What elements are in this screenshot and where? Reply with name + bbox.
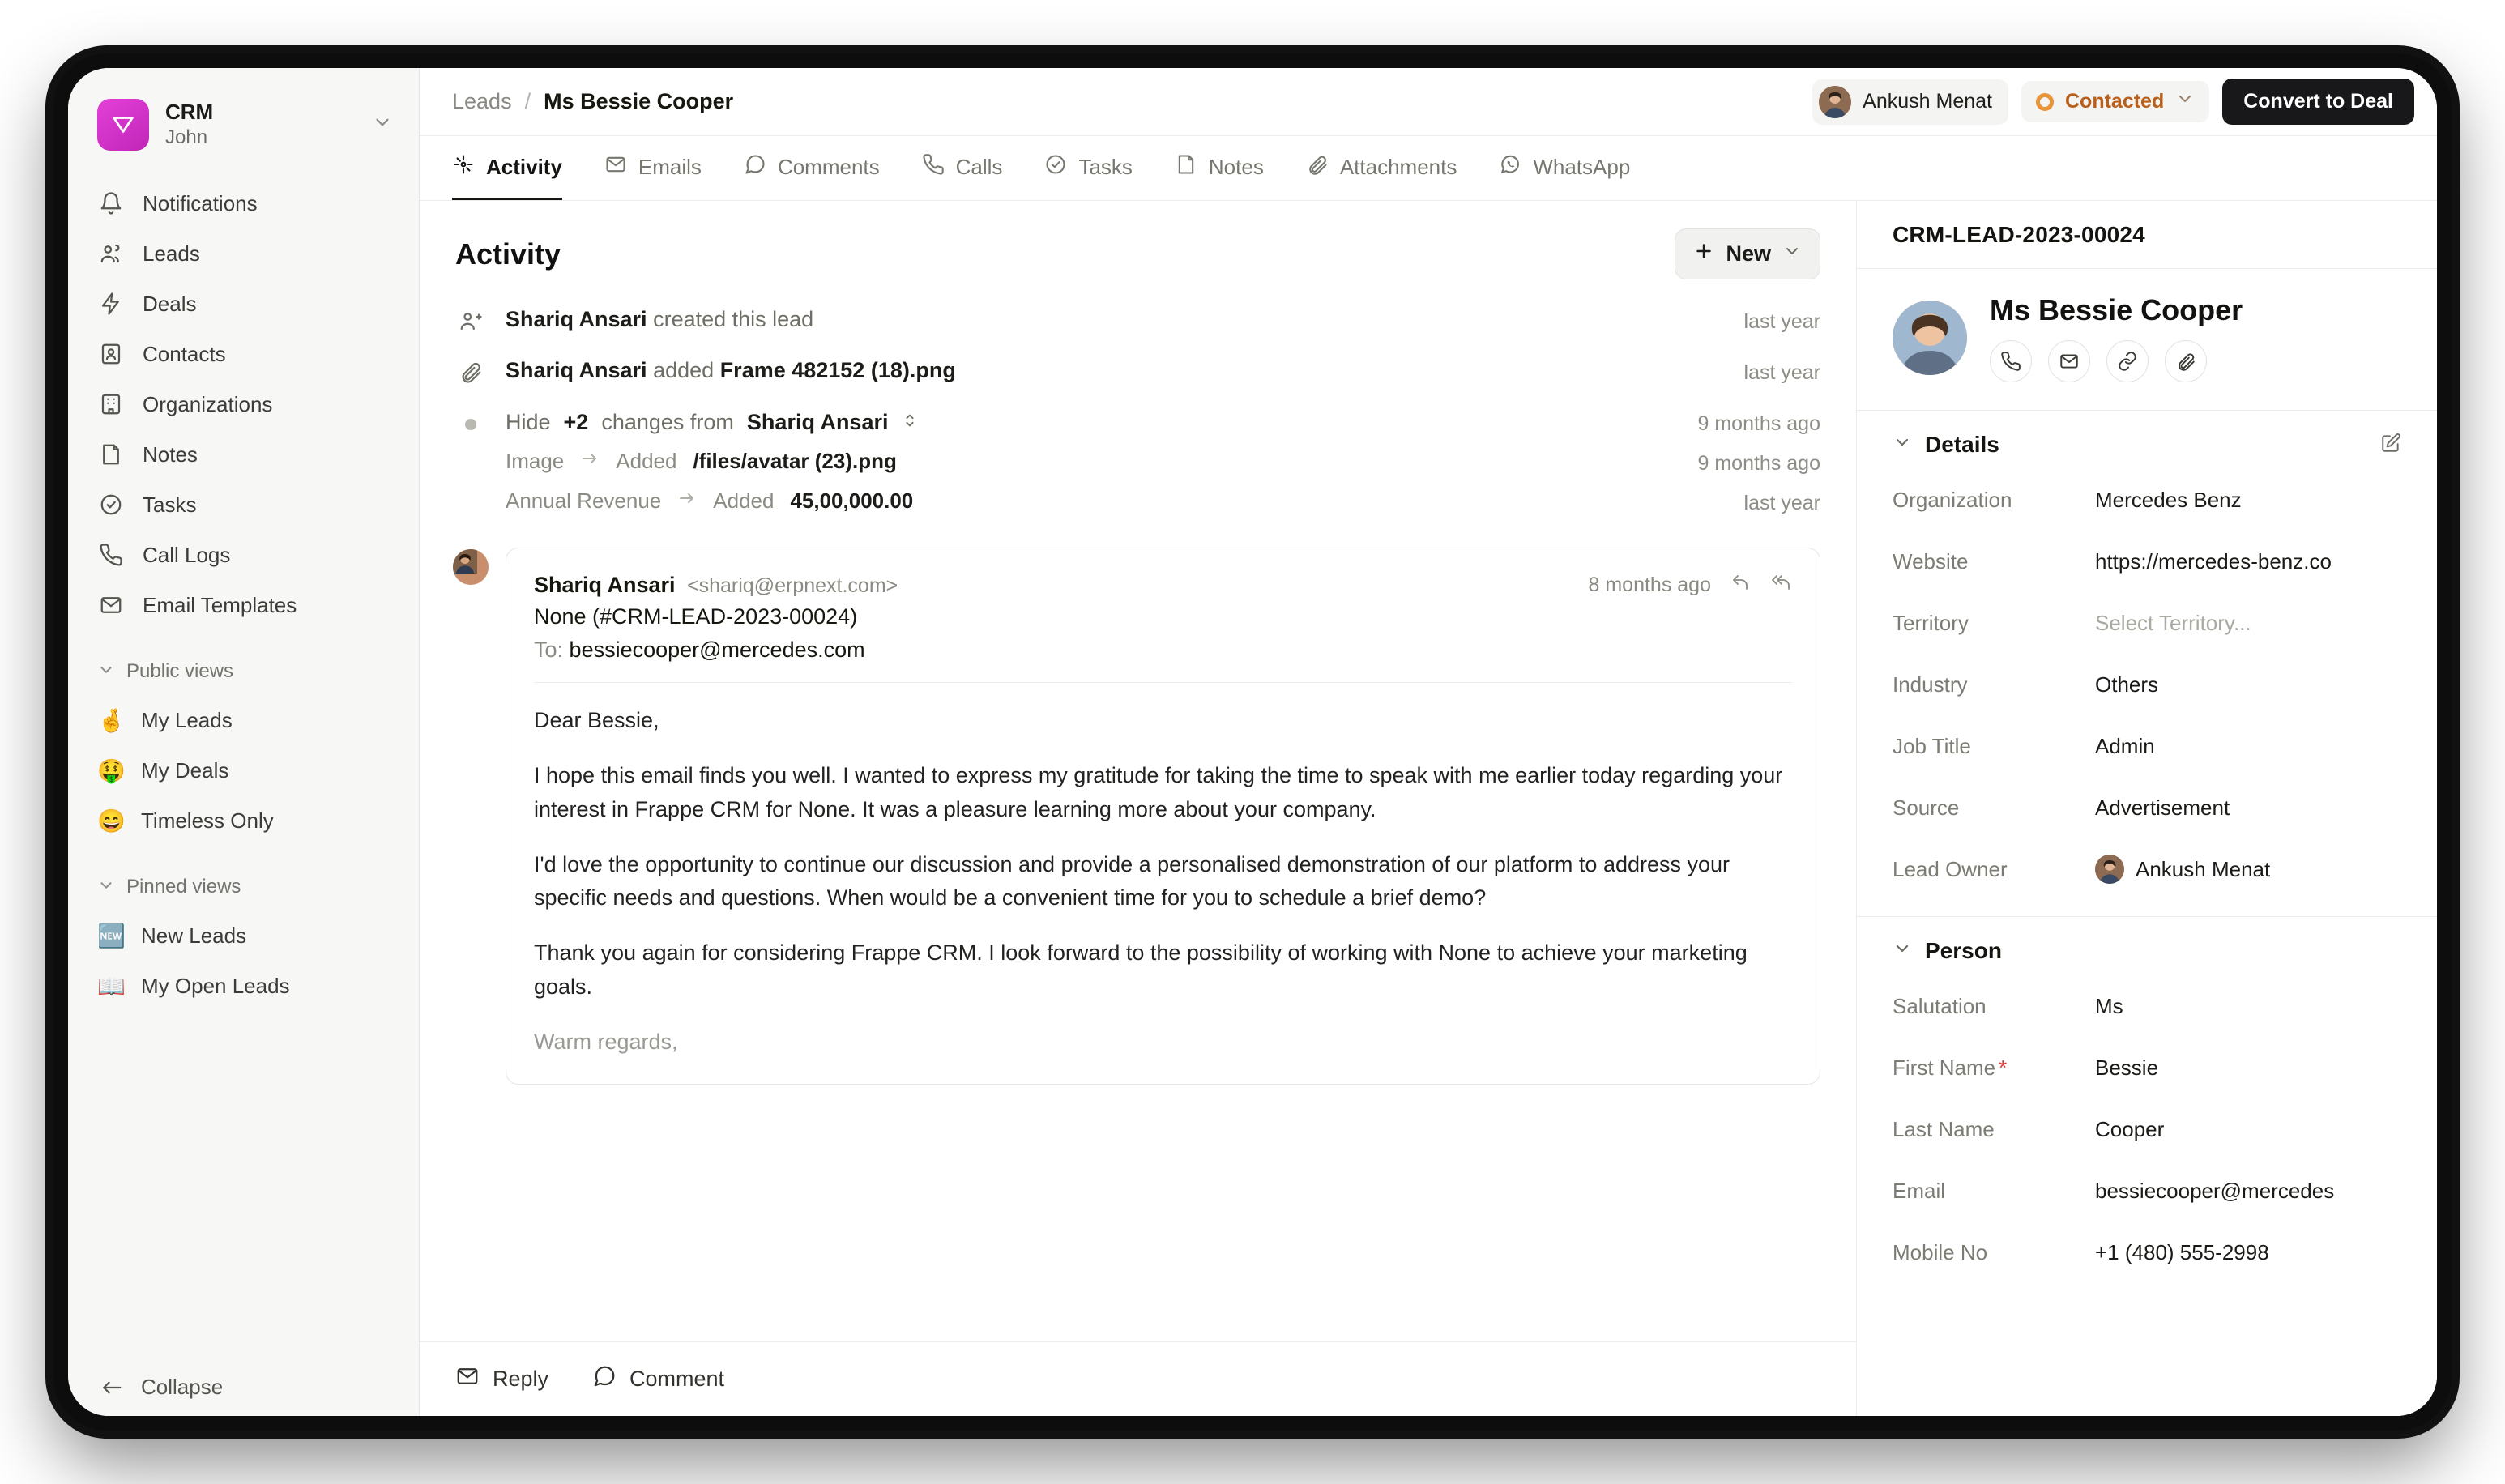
page-title: Activity bbox=[455, 237, 561, 271]
paperclip-icon bbox=[1306, 153, 1329, 181]
field-organization[interactable] bbox=[1857, 469, 2437, 531]
required-marker: * bbox=[1999, 1055, 2008, 1080]
email-icon bbox=[604, 153, 627, 181]
field-territory[interactable] bbox=[1857, 592, 2437, 654]
comment-button[interactable] bbox=[592, 1364, 724, 1394]
field-value: Admin bbox=[2095, 733, 2155, 758]
field-value: https://mercedes-benz.co bbox=[2095, 548, 2332, 574]
view-item-label: My Leads bbox=[141, 707, 233, 732]
avatar bbox=[2095, 855, 2124, 884]
divider bbox=[534, 682, 1792, 683]
field-label: Email bbox=[1893, 1178, 1946, 1203]
phone-icon bbox=[97, 541, 125, 569]
sidebar-item-label: Call Logs bbox=[143, 542, 231, 567]
tab-label: Attachments bbox=[1339, 154, 1457, 179]
field-label: Last Name bbox=[1893, 1116, 1995, 1141]
email-to-label: To: bbox=[534, 638, 564, 662]
tab-notes[interactable] bbox=[1175, 136, 1264, 200]
email-sender-address: <shariq@erpnext.com> bbox=[687, 574, 898, 597]
phone-icon[interactable] bbox=[1990, 340, 2032, 382]
mail-icon[interactable] bbox=[2048, 340, 2090, 382]
task-check-icon bbox=[1044, 153, 1067, 181]
view-item-label: Timeless Only bbox=[141, 808, 274, 833]
sidebar-item-label: Leads bbox=[143, 241, 200, 266]
workspace-switcher[interactable] bbox=[89, 92, 401, 157]
field-label: Lead Owner bbox=[1893, 856, 2008, 881]
sidebar-item-email-templates[interactable] bbox=[86, 580, 401, 630]
pinned-views-label: Pinned views bbox=[126, 876, 241, 898]
field-salutation[interactable] bbox=[1857, 975, 2437, 1037]
field-value: Advertisement bbox=[2095, 795, 2230, 820]
changes-mid-text: changes from bbox=[601, 410, 734, 434]
note-icon bbox=[97, 441, 125, 468]
dot-icon bbox=[455, 409, 486, 430]
top-bar bbox=[420, 68, 2437, 136]
reply-all-icon[interactable] bbox=[1769, 573, 1792, 598]
content-area bbox=[420, 201, 2437, 1416]
sidebar-item-label: Organizations bbox=[143, 391, 273, 416]
pinned-views-header[interactable] bbox=[86, 867, 401, 907]
view-item-my-leads[interactable] bbox=[86, 695, 401, 745]
field-industry[interactable] bbox=[1857, 654, 2437, 715]
changes-toggle[interactable] bbox=[506, 409, 1820, 436]
activity-pane bbox=[420, 201, 1857, 1416]
email-paragraph: I'd love the opportunity to continue our discussion and provide a personalised demonstration of our platform to address your specific needs and questions. When would be a convenient time for you to schedule a brief demo? bbox=[534, 851, 1730, 910]
activity-header bbox=[455, 228, 1820, 279]
sidebar-item-call-logs[interactable] bbox=[86, 530, 401, 580]
field-value: Others bbox=[2095, 672, 2159, 697]
activity-event bbox=[455, 358, 1820, 385]
reply-icon[interactable] bbox=[1729, 573, 1752, 598]
person-add-icon bbox=[455, 307, 486, 333]
change-row bbox=[506, 436, 1820, 475]
change-action: Added bbox=[713, 488, 775, 513]
brand-title: CRM bbox=[165, 100, 214, 124]
status-badge[interactable] bbox=[2021, 81, 2209, 122]
view-item-label: My Deals bbox=[141, 757, 229, 783]
person-section-header[interactable] bbox=[1857, 917, 2437, 975]
assignee-name: Ankush Menat bbox=[1863, 90, 1992, 113]
link-icon[interactable] bbox=[2106, 340, 2149, 382]
email-time: 8 months ago bbox=[1588, 574, 1711, 596]
plus-icon bbox=[1693, 241, 1714, 267]
collapse-sidebar-button[interactable] bbox=[68, 1358, 419, 1416]
reply-label: Reply bbox=[493, 1367, 549, 1391]
field-value: Mercedes Benz bbox=[2095, 487, 2242, 512]
sidebar-item-label: Notes bbox=[143, 441, 198, 467]
chevron-down-icon bbox=[1893, 433, 1912, 457]
record-id: CRM-LEAD-2023-00024 bbox=[1893, 221, 2145, 247]
sidebar-item-contacts[interactable] bbox=[86, 329, 401, 379]
arrow-right-icon bbox=[677, 488, 697, 514]
main-area bbox=[420, 68, 2437, 1416]
changes-actor: Shariq Ansari bbox=[746, 410, 889, 434]
chevron-down-icon bbox=[97, 661, 115, 683]
email-sender: Shariq Ansari bbox=[534, 573, 676, 597]
tab-label: WhatsApp bbox=[1533, 154, 1631, 179]
smile-emoji-icon: 😄 bbox=[97, 808, 126, 834]
change-field: Annual Revenue bbox=[506, 488, 662, 513]
crm-logo-icon bbox=[97, 99, 149, 151]
chevron-down-icon bbox=[1893, 939, 1912, 963]
tab-label: Emails bbox=[638, 154, 702, 179]
field-mobile-no[interactable] bbox=[1857, 1222, 2437, 1283]
event-action: created this lead bbox=[653, 307, 814, 331]
composer-bar bbox=[420, 1341, 1856, 1416]
view-item-timeless-only[interactable] bbox=[86, 795, 401, 846]
book-emoji-icon: 📖 bbox=[97, 973, 126, 999]
phone-icon bbox=[922, 153, 945, 181]
event-action: added bbox=[653, 358, 715, 382]
breadcrumb-current: Ms Bessie Cooper bbox=[544, 89, 734, 113]
avatar bbox=[455, 548, 486, 585]
field-label: Territory bbox=[1893, 610, 1969, 635]
event-time: last year bbox=[1743, 310, 1820, 333]
record-id-header bbox=[1857, 201, 2437, 269]
email-subject: None (#CRM-LEAD-2023-00024) bbox=[534, 604, 858, 629]
mail-icon bbox=[97, 591, 125, 619]
details-panel bbox=[1857, 201, 2437, 1416]
email-header bbox=[534, 573, 1792, 598]
details-title: Details bbox=[1925, 432, 1999, 457]
event-text bbox=[506, 307, 1725, 332]
view-item-label: My Open Leads bbox=[141, 973, 290, 998]
view-item-new-leads[interactable] bbox=[86, 910, 401, 961]
tab-label: Calls bbox=[955, 154, 1003, 179]
sidebar-item-organizations[interactable] bbox=[86, 379, 401, 429]
public-views-label: Public views bbox=[126, 660, 234, 682]
sidebar bbox=[68, 68, 420, 1416]
change-time: 9 months ago bbox=[1697, 452, 1820, 475]
changes-toggle-label: Hide bbox=[506, 410, 551, 434]
sidebar-item-deals[interactable] bbox=[86, 279, 401, 329]
tab-attachments[interactable] bbox=[1306, 136, 1457, 200]
comment-label: Comment bbox=[629, 1367, 725, 1391]
collapse-arrow-icon bbox=[97, 1374, 125, 1401]
sidebar-item-label: Notifications bbox=[143, 190, 258, 215]
event-actor: Shariq Ansari bbox=[506, 307, 647, 331]
sidebar-item-tasks[interactable] bbox=[86, 480, 401, 530]
bolt-icon bbox=[97, 290, 125, 318]
activity-changes-group bbox=[455, 409, 1820, 515]
field-job-title[interactable] bbox=[1857, 715, 2437, 777]
event-time: last year bbox=[1743, 361, 1820, 384]
sidebar-item-label: Contacts bbox=[143, 341, 226, 366]
tab-label: Notes bbox=[1208, 154, 1264, 179]
change-value: /files/avatar (23).png bbox=[693, 449, 897, 473]
activity-event bbox=[455, 307, 1820, 334]
brand-user: John bbox=[165, 126, 208, 149]
contacts-icon bbox=[97, 340, 125, 368]
field-label: Salutation bbox=[1893, 993, 1987, 1018]
field-label: Job Title bbox=[1893, 733, 1971, 758]
sidebar-item-leads[interactable] bbox=[86, 228, 401, 279]
email-to-address: bessiecooper@mercedes.com bbox=[569, 638, 865, 662]
field-value: +1 (480) 555-2998 bbox=[2095, 1239, 2269, 1264]
event-attachment-name[interactable]: Frame 482152 (18).png bbox=[719, 358, 956, 382]
quick-actions bbox=[1990, 340, 2243, 382]
breadcrumb-leads[interactable]: Leads bbox=[452, 89, 512, 113]
activity-scroll[interactable] bbox=[420, 201, 1856, 1341]
tab-comments[interactable] bbox=[744, 136, 880, 200]
field-label: Website bbox=[1893, 548, 1969, 574]
activity-icon bbox=[452, 153, 475, 181]
tab-label: Activity bbox=[486, 154, 562, 179]
email-paragraph: I hope this email finds you well. I wanted to express my gratitude for taking the time to speak with me earlier today regarding your interest in Frappe CRM for None. It was a pleasure learning more about your company. bbox=[534, 762, 1783, 821]
field-lead-owner[interactable] bbox=[1857, 838, 2437, 900]
field-first-name[interactable] bbox=[1857, 1037, 2437, 1098]
collapse-label: Collapse bbox=[141, 1375, 224, 1399]
event-actor: Shariq Ansari bbox=[506, 358, 647, 382]
field-website[interactable] bbox=[1857, 531, 2437, 592]
view-item-my-open-leads[interactable] bbox=[86, 961, 401, 1011]
sidebar-nav bbox=[68, 178, 419, 630]
tab-whatsapp[interactable] bbox=[1499, 136, 1630, 200]
change-field: Image bbox=[506, 449, 565, 473]
breadcrumb-separator: / bbox=[524, 89, 531, 113]
chevron-down-icon bbox=[97, 876, 115, 898]
comment-icon bbox=[744, 153, 766, 181]
tab-label: Comments bbox=[777, 154, 880, 179]
task-check-icon bbox=[97, 491, 125, 518]
change-time: last year bbox=[1743, 492, 1820, 514]
field-email[interactable] bbox=[1857, 1160, 2437, 1222]
email-paragraph: Warm regards, bbox=[534, 1029, 678, 1054]
field-value: bessiecooper@mercedes bbox=[2095, 1178, 2335, 1203]
chevron-down-icon bbox=[372, 112, 393, 138]
sidebar-item-label: Email Templates bbox=[143, 592, 297, 617]
field-source[interactable] bbox=[1857, 777, 2437, 838]
tab-label: Tasks bbox=[1078, 154, 1133, 179]
tab-calls[interactable] bbox=[922, 136, 1003, 200]
field-last-name[interactable] bbox=[1857, 1098, 2437, 1160]
details-section-header[interactable] bbox=[1857, 411, 2437, 469]
view-item-label: New Leads bbox=[141, 923, 247, 948]
change-action: Added bbox=[616, 449, 677, 473]
new-activity-button[interactable] bbox=[1675, 228, 1820, 279]
tab-emails[interactable] bbox=[604, 136, 702, 200]
tab-tasks[interactable] bbox=[1044, 136, 1132, 200]
sidebar-item-label: Tasks bbox=[143, 492, 197, 517]
field-label: First Name * bbox=[1893, 1055, 2008, 1080]
edit-square-icon[interactable] bbox=[2380, 433, 2401, 458]
chevron-updown-icon bbox=[901, 410, 919, 435]
email-card[interactable] bbox=[506, 548, 1820, 1085]
changes-time: 9 months ago bbox=[1697, 412, 1820, 435]
status-label: Contacted bbox=[2065, 90, 2165, 113]
changes-count: +2 bbox=[563, 410, 589, 434]
person-title: Person bbox=[1925, 938, 2002, 963]
reply-button[interactable] bbox=[455, 1364, 548, 1394]
sidebar-item-label: Deals bbox=[143, 291, 197, 316]
paperclip-icon bbox=[455, 358, 486, 384]
email-recipient-line bbox=[534, 638, 1792, 663]
leads-icon bbox=[97, 240, 125, 267]
event-text bbox=[506, 358, 1725, 383]
change-value: 45,00,000.00 bbox=[790, 488, 914, 513]
status-dot-icon bbox=[2036, 93, 2054, 111]
note-icon bbox=[1175, 153, 1197, 181]
app-window bbox=[68, 68, 2437, 1416]
convert-to-deal-button[interactable]: Convert to Deal bbox=[2222, 79, 2414, 125]
view-item-my-deals[interactable] bbox=[86, 745, 401, 795]
field-value: Bessie bbox=[2095, 1055, 2159, 1080]
field-value: Ms bbox=[2095, 993, 2123, 1018]
tab-bar bbox=[420, 136, 2437, 201]
paperclip-icon[interactable] bbox=[2165, 340, 2207, 382]
new-emoji-icon: 🆕 bbox=[97, 923, 126, 949]
hand-emoji-icon: 🤞 bbox=[97, 707, 126, 733]
email-paragraph: Dear Bessie, bbox=[534, 708, 659, 732]
comment-icon bbox=[592, 1364, 617, 1394]
chevron-down-icon bbox=[2175, 89, 2195, 114]
assignee-chip[interactable] bbox=[1812, 79, 2008, 125]
email-icon bbox=[455, 1364, 480, 1394]
chevron-down-icon bbox=[1782, 241, 1802, 267]
field-label: Industry bbox=[1893, 672, 1968, 697]
field-value: Ankush Menat bbox=[2136, 856, 2271, 881]
new-activity-label: New bbox=[1726, 241, 1771, 266]
sidebar-item-notes[interactable] bbox=[86, 429, 401, 480]
money-face-emoji-icon: 🤑 bbox=[97, 757, 126, 783]
email-body bbox=[534, 704, 1792, 1060]
person-name: Ms Bessie Cooper bbox=[1990, 293, 2243, 326]
tab-activity[interactable] bbox=[452, 136, 562, 200]
field-label: Organization bbox=[1893, 487, 2012, 512]
public-views-header[interactable] bbox=[86, 651, 401, 692]
field-value: Cooper bbox=[2095, 1116, 2165, 1141]
bell-icon bbox=[97, 190, 125, 217]
building-icon bbox=[97, 390, 125, 418]
field-label: Source bbox=[1893, 795, 1960, 820]
whatsapp-icon bbox=[1499, 153, 1521, 181]
device-frame bbox=[53, 53, 2452, 1431]
field-label: Mobile No bbox=[1893, 1239, 1988, 1264]
email-activity bbox=[455, 548, 1820, 1085]
change-row bbox=[506, 475, 1820, 515]
avatar bbox=[1819, 86, 1851, 118]
avatar[interactable] bbox=[1893, 301, 1967, 375]
email-paragraph: Thank you again for considering Frappe CRM. I look forward to the possibility of working with None to achieve your marketing goals. bbox=[534, 940, 1748, 1000]
person-summary bbox=[1857, 269, 2437, 411]
arrow-right-icon bbox=[580, 449, 600, 474]
field-value: Select Territory... bbox=[2095, 610, 2251, 635]
sidebar-item-notifications[interactable] bbox=[86, 178, 401, 228]
